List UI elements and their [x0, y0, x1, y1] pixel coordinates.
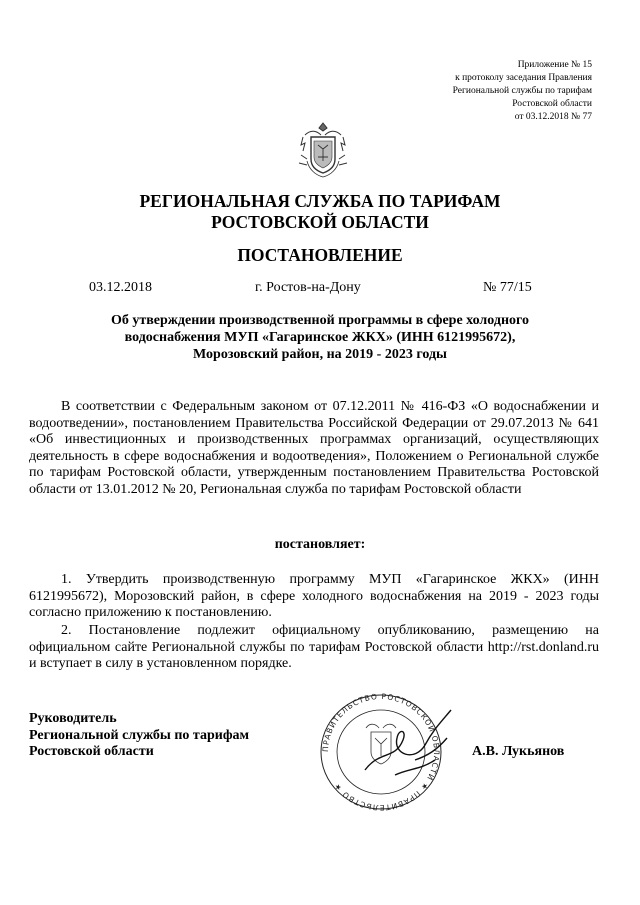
document-subject: [60, 312, 580, 363]
header-line: к протоколу заседания Правления: [455, 73, 592, 83]
organization-name-line2: РОСТОВСКОЙ ОБЛАСТИ: [211, 212, 429, 232]
coat-of-arms-icon: [297, 121, 349, 179]
signatory-title-line: Руководитель: [29, 711, 117, 726]
header-line: Приложение № 15: [517, 60, 592, 70]
resolves-heading: постановляет:: [274, 537, 366, 552]
subject-line: водоснабжения МУП «Гагаринское ЖКХ» (ИНН 6121995672),: [124, 330, 516, 345]
svg-text:ПРАВИТЕЛЬСТВО РОСТОВСКОЙ ОБЛАС: ПРАВИТЕЛЬСТВО РОСТОВСКОЙ ОБЛАСТИ ★ ПРАВИТЕЛЬСТВО ★: [320, 692, 442, 812]
handwritten-signature-icon: [355, 700, 475, 790]
header-line: Региональной службы по тарифам: [452, 86, 592, 96]
document-type: ПОСТАНОВЛЕНИЕ: [237, 245, 403, 265]
document-place: г. Ростов-на-Дону: [255, 280, 361, 295]
document-number: № 77/15: [483, 280, 532, 295]
subject-line: Об утверждении производственной программы в сфере холодного: [110, 313, 530, 328]
preamble-paragraph: В соответствии с Федеральным законом от 07.12.2011 № 416-ФЗ «О водоснабжении и водоотведении», постановлением Правительства Российской Федерации от 29.07.2013 № 641 «Об инвестиционных и производственных программах организаций, осуществляющих деятельность в сфере водоснабжения и водоотведения», Положением о Региональной службе по тарифам Ростовской области, утвержденным постановлением Правительства Ростовской области от 13.01.2012 № 20, Региональная служба по тарифам Ростовской области: [29, 399, 599, 497]
approval-header: [372, 59, 592, 124]
subject-line: Морозовский район, на 2019 - 2023 годы: [193, 347, 447, 362]
header-line: Ростовской области: [512, 99, 592, 109]
document-date: 03.12.2018: [89, 280, 152, 295]
resolution-item-2: 2. Постановление подлежит официальному опубликованию, размещению на официальном сайте Региональной службы по тарифам Ростовской области http://rst.donland.ru и вступает в силу в установленном порядке.: [29, 623, 599, 672]
organization-name-line1: РЕГИОНАЛЬНАЯ СЛУЖБА ПО ТАРИФАМ: [139, 191, 501, 211]
signatory-name: А.В. Лукьянов: [472, 744, 565, 759]
signatory-title-line: Ростовской области: [29, 744, 154, 760]
header-line: от 03.12.2018 № 77: [514, 112, 592, 122]
signatory-title: [29, 711, 249, 761]
signatory-title-line: Региональной службы по тарифам: [29, 727, 250, 743]
resolution-item-1: 1. Утвердить производственную программу МУП «Гагаринское ЖКХ» (ИНН 6121995672), Морозовский район, в сфере холодного водоснабжения на 2019 - 2023 годы согласно приложению к постановлению.: [29, 572, 599, 621]
